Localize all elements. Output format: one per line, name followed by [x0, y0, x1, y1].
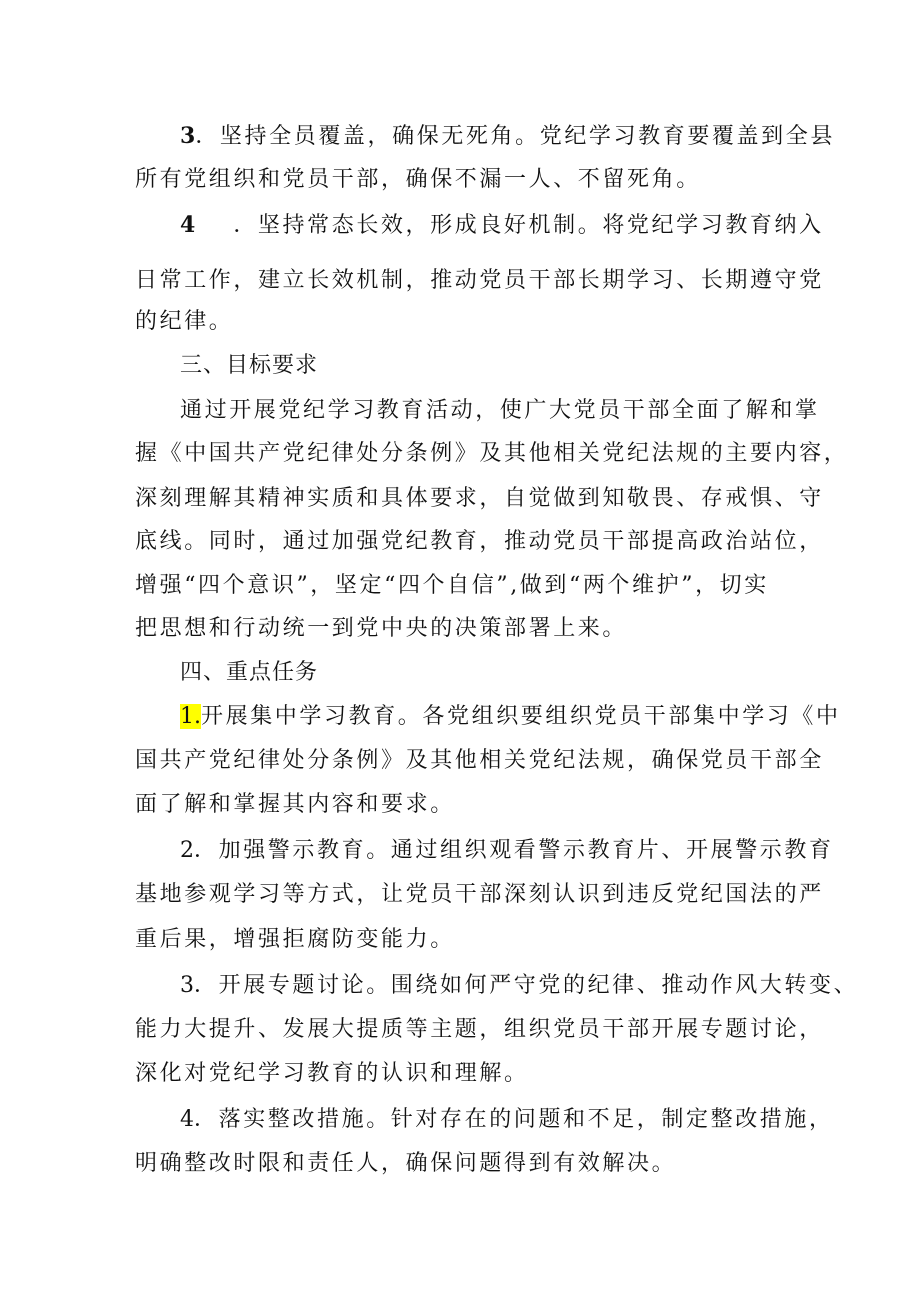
paragraph-line: 底线。同时，通过加强党纪教育，推动党员干部提高政治站位，	[135, 529, 824, 554]
paragraph-line: 把思想和行动统一到党中央的决策部署上来。	[135, 616, 628, 641]
paragraph-line: 明确整改时限和责任人，确保问题得到有效解决。	[135, 1151, 677, 1176]
highlighted-item-number: 1.	[180, 704, 201, 729]
item-text: ．坚持常态长效，形成良好机制。将党纪学习教育纳入	[233, 213, 824, 238]
paragraph-line	[180, 970, 859, 1002]
paragraph-line: 能力大提升、发展大提质等主题，组织党员干部开展专题讨论，	[135, 1017, 824, 1042]
item-number: 2	[180, 838, 194, 863]
paragraph-line: 重后果，增强拒腐防变能力。	[135, 927, 455, 952]
item-number: 4	[180, 212, 196, 238]
item-number: 4	[180, 1107, 194, 1132]
item-number: 3	[180, 123, 196, 149]
paragraph-line	[180, 209, 824, 242]
paragraph-line	[180, 120, 835, 153]
paragraph-line	[180, 1104, 834, 1136]
paragraph-line: 的纪律。	[135, 309, 234, 334]
paragraph-line: 面了解和掌握其内容和要求。	[135, 792, 455, 817]
paragraph-line: 基地参观学习等方式，让党员干部深刻认识到违反党纪国法的严	[135, 882, 824, 907]
paragraph-line: 握《中国共产党纪律处分条例》及其他相关党纪法规的主要内容，	[135, 441, 849, 466]
item-text: ．坚持全员覆盖，确保无死角。党纪学习教育要覆盖到全县	[195, 124, 835, 149]
item-text: ．加强警示教育。通过组织观看警示教育片、开展警示教育	[194, 838, 834, 863]
section-heading: 三、目标要求	[180, 353, 319, 378]
item-text: 开展集中学习教育。各党组织要组织党员干部集中学习《中	[201, 704, 841, 729]
paragraph-line: 增强“四个意识”，坚定“四个自信”,做到“两个维护”，切实	[135, 573, 769, 598]
paragraph-line: 国共产党纪律处分条例》及其他相关党纪法规，确保党员干部全	[135, 748, 824, 773]
paragraph-line	[180, 835, 834, 867]
paragraph-line: 日常工作，建立长效机制，推动党员干部长期学习、长期遵守党	[135, 268, 824, 293]
item-number: 3	[180, 973, 194, 998]
item-text: ．落实整改措施。针对存在的问题和不足，制定整改措施，	[194, 1107, 834, 1132]
section-heading: 四、重点任务	[180, 660, 319, 685]
paragraph-line: 通过开展党纪学习教育活动，使广大党员干部全面了解和掌	[180, 398, 820, 423]
paragraph-line: 深化对党纪学习教育的认识和理解。	[135, 1061, 529, 1086]
paragraph-line	[180, 701, 841, 733]
paragraph-line: 深刻理解其精神实质和具体要求，自觉做到知敬畏、存戒惧、守	[135, 486, 824, 511]
paragraph-line: 所有党组织和党员干部，确保不漏一人、不留死角。	[135, 167, 701, 192]
item-text: ．开展专题讨论。围绕如何严守党的纪律、推动作风大转变、	[194, 973, 859, 998]
